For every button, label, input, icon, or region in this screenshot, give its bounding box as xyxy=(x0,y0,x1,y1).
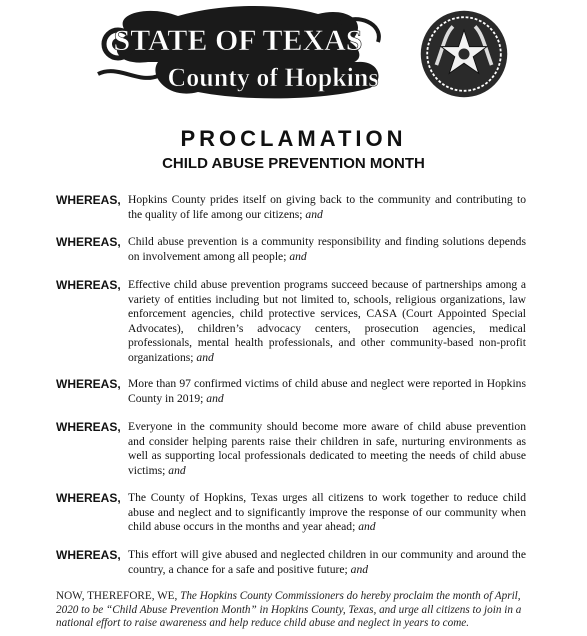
proclamation-title: PROCLAMATION xyxy=(180,126,407,151)
whereas-text: More than 97 confirmed victims of child abuse and neglect were reported in Hopkins County in 2019; and xyxy=(128,377,526,405)
whereas-label: WHEREAS, xyxy=(56,235,121,249)
svg-text:County of Hopkins: County of Hopkins xyxy=(167,63,379,92)
whereas-label: WHEREAS, xyxy=(56,491,121,505)
letterhead xyxy=(0,0,587,112)
whereas-text: Effective child abuse prevention programs succeed because of partnerships among a variety of entities including but not limited to, schools, religious organizations, law enforcement agencies, child protective services, CASA (Court Appointed Special Advocates), children’s advocacy centers, prosecution agencies, medical professionals, mental health professionals, and other community-based non-profit organizations; and xyxy=(128,278,526,364)
texas-seal-icon xyxy=(418,8,510,100)
county-banner-logo xyxy=(88,4,388,104)
whereas-label: WHEREAS, xyxy=(56,278,121,292)
whereas-text: Everyone in the community should become more aware of child abuse prevention and consider helping parents raise their children in safe, nurturing environments as well as supporting local professionals dedicated to meeting the needs of child abuse victims; and xyxy=(128,420,526,477)
resolution-paragraph xyxy=(56,590,526,631)
svg-text:STATE OF TEXAS: STATE OF TEXAS xyxy=(113,24,363,57)
whereas-label: WHEREAS, xyxy=(56,420,121,434)
whereas-label: WHEREAS, xyxy=(56,548,121,562)
whereas-text: This effort will give abused and neglected children in our community and around the country, a chance for a safe and positive future; and xyxy=(128,548,526,576)
resolution-lead: NOW, THEREFORE, WE, xyxy=(56,590,178,602)
whereas-text: Child abuse prevention is a community responsibility and finding solutions depends on involvement among all people; and xyxy=(128,235,526,263)
whereas-text: Hopkins County prides itself on giving back to the community and contributing to the quality of life among our citizens; and xyxy=(128,193,526,221)
whereas-label: WHEREAS, xyxy=(56,193,121,207)
whereas-label: WHEREAS, xyxy=(56,377,121,391)
proclamation-subtitle: CHILD ABUSE PREVENTION MONTH xyxy=(162,155,425,172)
whereas-text: The County of Hopkins, Texas urges all citizens to work together to reduce child abuse and neglect and to significantly improve the response of our community when child abuse occurs in the months and year ahead; and xyxy=(128,491,526,534)
resolution-text: The Hopkins County Commissioners do hereby proclaim the month of April, 2020 to be “Child Abuse Prevention Month” in Hopkins County, Texas, and urge all citizens to join in a national effort to raise awareness and help reduce child abuse and neglect in years to come. xyxy=(56,590,522,630)
